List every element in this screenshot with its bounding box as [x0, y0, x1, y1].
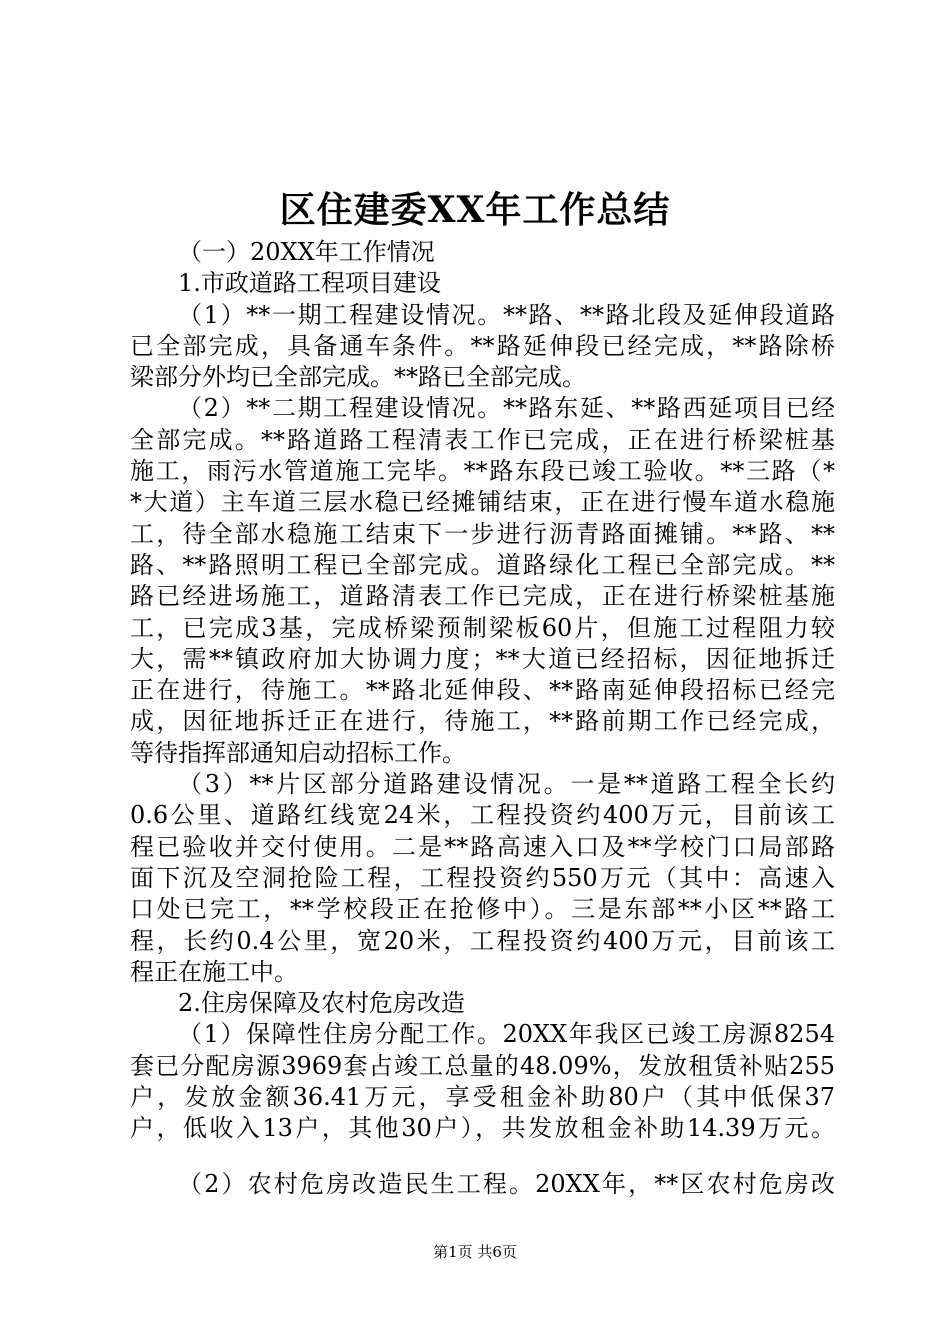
document-title: 区住建委XX年工作总结 [279, 189, 671, 231]
text-line: 全部完成。**路道路工程清表工作已完成，正在进行桥梁桩基 [130, 425, 835, 454]
text-line: （1）保障性住房分配工作。20XX年我区已竣工房源8254 [178, 1020, 835, 1049]
text-line: 已全部完成，具备通车条件。**路延伸段已经完成，**路除桥 [130, 331, 835, 360]
text-line: 口处已完工，**学校段正在抢修中）。三是东部**小区**路工 [130, 895, 835, 924]
text-line: 成，因征地拆迁正在进行，待施工，**路前期工作已经完成， [130, 707, 835, 736]
text-line: 施工，雨污水管道施工完毕。**路东段已竣工验收。**三路（* [130, 457, 835, 486]
document-body [130, 237, 835, 1200]
text-line: （2）**二期工程建设情况。**路东延、**路西延项目已经 [178, 394, 835, 423]
text-line: 2.住房保障及农村危房改造 [178, 989, 465, 1018]
text-line: 工，已完成3基，完成桥梁预制梁板60片，但施工过程阻力较 [130, 613, 835, 642]
text-line: 程已验收并交付使用。二是**路高速入口及**学校门口局部路 [130, 832, 835, 861]
text-line: 套已分配房源3969套占竣工总量的48.09%，发放租赁补贴255 [130, 1051, 835, 1080]
text-line: 1.市政道路工程项目建设 [178, 269, 441, 298]
paragraph-gap [130, 1145, 835, 1169]
text-line: 0.6公里、道路红线宽24米，工程投资约400万元，目前该工 [130, 801, 835, 830]
text-line: 等待指挥部通知启动招标工作。 [130, 738, 466, 767]
text-line: 户，低收入13户，其他30户），共发放租金补助14.39万元。 [130, 1114, 835, 1143]
text-line: 户，发放金额36.41万元，享受租金补助80户（其中低保37 [130, 1083, 835, 1112]
text-line: （2）农村危房改造民生工程。20XX年，**区农村危房改 [178, 1169, 835, 1198]
text-line: （3）**片区部分道路建设情况。一是**道路工程全长约 [178, 770, 835, 799]
text-line: 面下沉及空洞抢险工程，工程投资约550万元（其中：高速入 [130, 863, 835, 892]
page-footer: 第1页 共6页 [433, 1243, 517, 1261]
text-line: （一）20XX年工作情况 [178, 238, 435, 266]
text-line: 路已经进场施工，道路清表工作已完成，正在进行桥梁桩基施 [130, 582, 835, 611]
text-line: 正在进行，待施工。**路北延伸段、**路南延伸段招标已经完 [130, 676, 835, 705]
text-line: （1）**一期工程建设情况。**路、**路北段及延伸段道路 [178, 300, 835, 329]
text-line: 梁部分外均已全部完成。**路已全部完成。 [130, 363, 586, 392]
text-line: 大，需**镇政府加大协调力度；**大道已经招标，因征地拆迁 [130, 644, 835, 673]
text-line: 工，待全部水稳施工结束下一步进行沥青路面摊铺。**路、** [130, 519, 835, 548]
text-line: 路、**路照明工程已全部完成。道路绿化工程已全部完成。** [130, 550, 835, 579]
text-line: 程，长约0.4公里，宽20米，工程投资约400万元，目前该工 [130, 926, 835, 955]
text-line: *大道）主车道三层水稳已经摊铺结束，正在进行慢车道水稳施 [130, 488, 835, 517]
text-line: 程正在施工中。 [130, 957, 298, 986]
